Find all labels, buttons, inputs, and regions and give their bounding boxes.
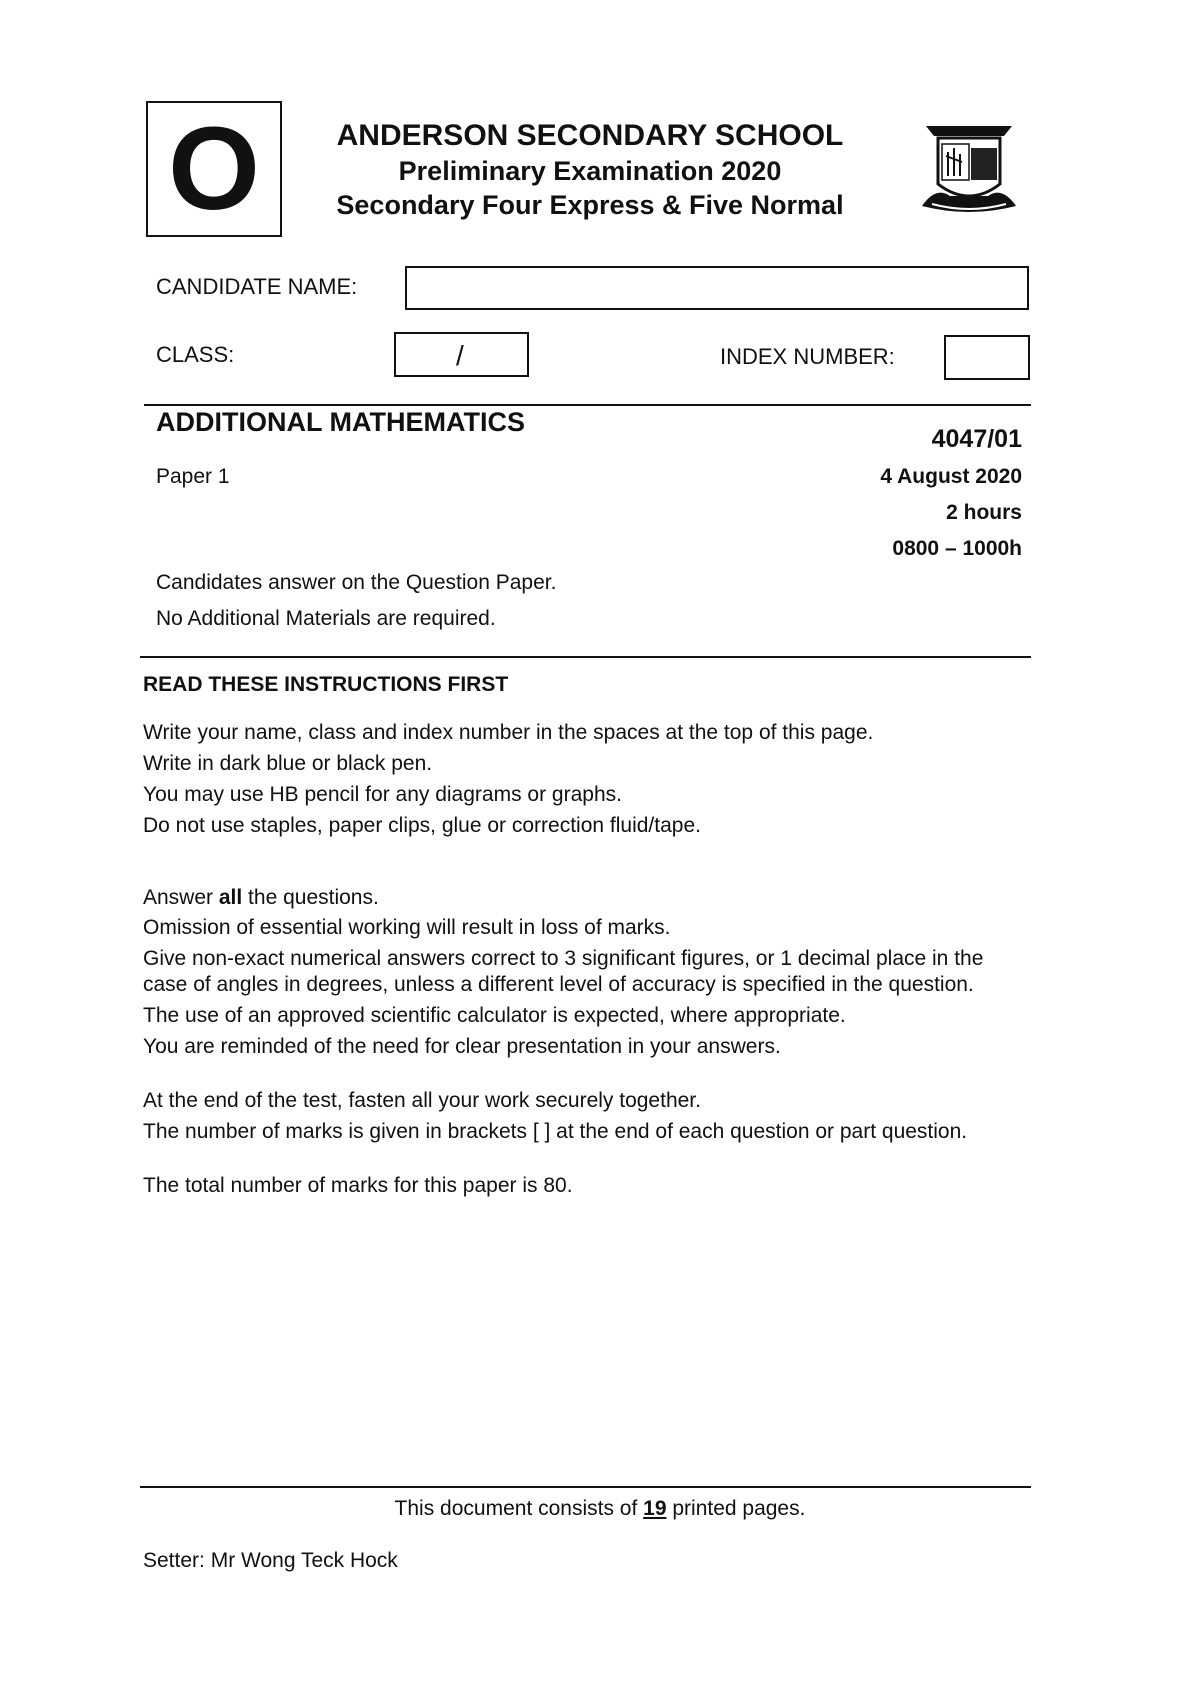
page-count-post: printed pages. — [666, 1497, 806, 1520]
paper-code: 4047/01 — [931, 425, 1022, 453]
answer-post: the questions. — [242, 886, 379, 909]
instruction-line: Write in dark blue or black pen. — [143, 752, 433, 775]
instructions-heading: READ THESE INSTRUCTIONS FIRST — [143, 673, 509, 696]
candidate-name-label: CANDIDATE NAME: — [156, 274, 358, 299]
note-no-materials: No Additional Materials are required. — [156, 607, 496, 630]
instruction-line: Give non-exact numerical answers correct to 3 significant figures, or 1 decimal place in the case of angles in degrees, unless a different level of accuracy is specified in the question. — [143, 947, 984, 996]
answer-pre: Answer — [143, 886, 219, 909]
exam-duration: 2 hours — [946, 501, 1022, 524]
instruction-line: Write your name, class and index number in the spaces at the top of this page. — [143, 721, 874, 744]
index-number-label: INDEX NUMBER: — [720, 344, 895, 369]
level-letter: O — [168, 103, 260, 235]
total-marks-line: The total number of marks for this paper is 80. — [143, 1174, 573, 1197]
instruction-line: Do not use staples, paper clips, glue or correction fluid/tape. — [143, 814, 701, 837]
exam-level: Secondary Four Express & Five Normal — [336, 190, 844, 220]
setter-name: Setter: Mr Wong Teck Hock — [143, 1549, 398, 1572]
index-number-field[interactable] — [944, 335, 1030, 380]
paper-label: Paper 1 — [156, 465, 230, 488]
class-field[interactable] — [394, 332, 529, 377]
level-indicator-box — [146, 101, 282, 237]
note-answer-on-paper: Candidates answer on the Question Paper. — [156, 571, 557, 594]
instruction-line: Omission of essential working will result in loss of marks. — [143, 916, 671, 939]
instruction-line: You may use HB pencil for any diagrams or graphs. — [143, 783, 622, 806]
answer-all-emphasis: all — [218, 886, 243, 909]
page-count: 19 — [643, 1497, 667, 1520]
footer-divider — [140, 1486, 1031, 1488]
school-crest-icon — [918, 122, 1020, 222]
instruction-line: You are reminded of the need for clear presentation in your answers. — [143, 1035, 781, 1058]
school-name: ANDERSON SECONDARY SCHOOL — [336, 119, 844, 152]
instruction-line: The number of marks is given in brackets [ ] at the end of each question or part question. — [143, 1120, 968, 1143]
candidate-name-field[interactable] — [405, 266, 1029, 310]
instruction-line-answer-all — [143, 885, 1023, 911]
exam-date: 4 August 2020 — [880, 465, 1022, 488]
page-count-pre: This document consists of — [394, 1497, 644, 1520]
exam-title: Preliminary Examination 2020 — [398, 156, 782, 186]
class-separator: / — [456, 340, 464, 371]
exam-time: 0800 – 1000h — [892, 537, 1022, 560]
page-count-line — [0, 1496, 1200, 1522]
divider — [140, 656, 1031, 658]
instruction-line: The use of an approved scientific calculator is expected, where appropriate. — [143, 1004, 846, 1027]
class-label: CLASS: — [156, 342, 235, 367]
instruction-line: At the end of the test, fasten all your work securely together. — [143, 1089, 701, 1112]
subject-title: ADDITIONAL MATHEMATICS — [156, 407, 525, 437]
exam-header — [300, 118, 880, 222]
